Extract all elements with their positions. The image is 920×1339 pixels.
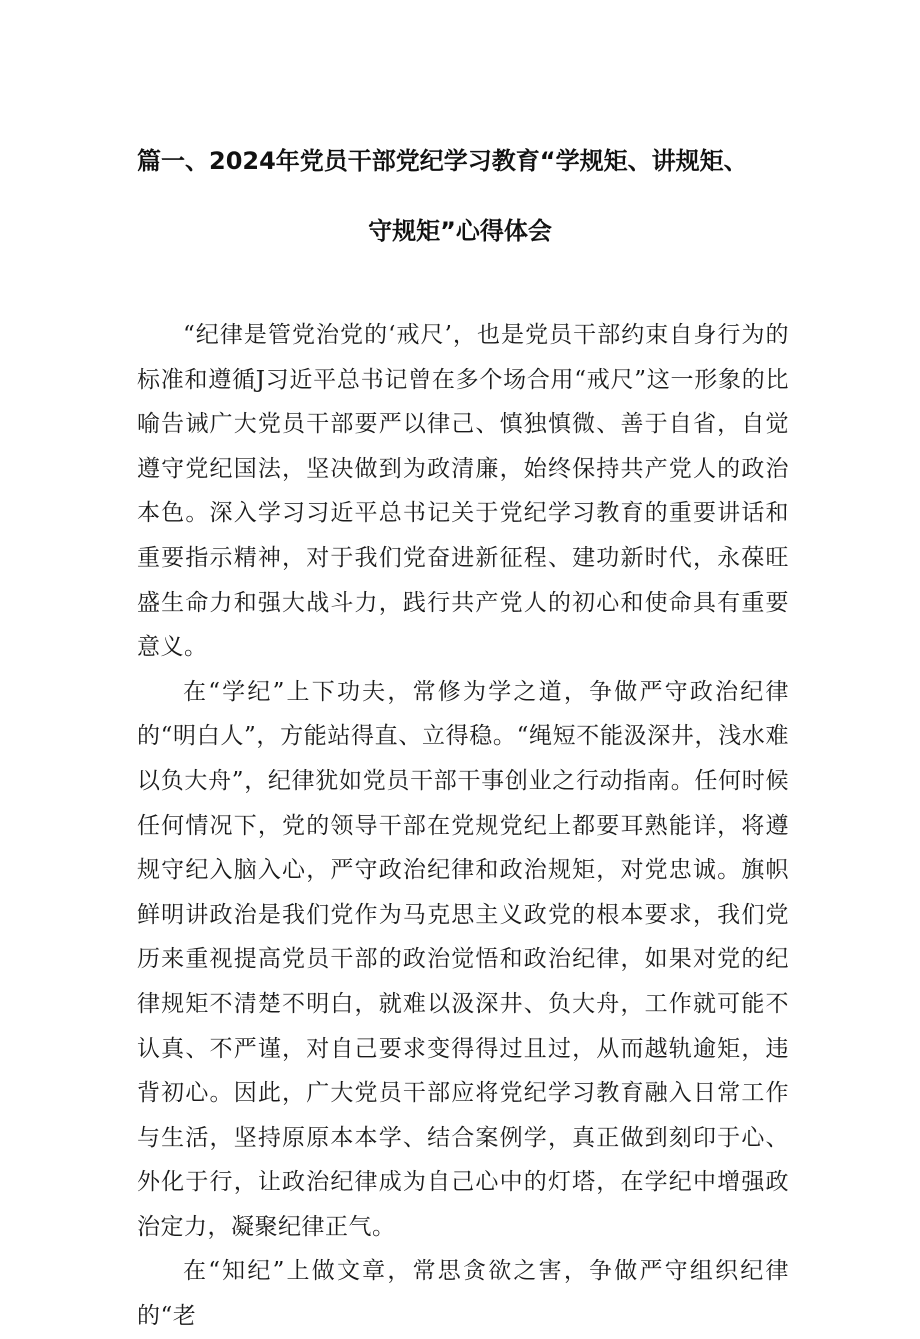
document-title-line-1: 篇一、2024年党员干部党纪学习教育“学规矩、讲规矩、 <box>137 147 748 175</box>
body-paragraph-3: 在“知纪”上做文章，常思贪欲之害，争做严守组织纪律的“老 <box>137 1258 789 1330</box>
document-body <box>137 313 789 1339</box>
document-title-line-2: 守规矩”心得体会 <box>368 217 552 245</box>
body-paragraph-2: 在“学纪”上下功夫，常修为学之道，争做严守政治纪律的“明白人”，方能站得直、立得稳。“绳短不能汲深井，浅水难以负大舟”，纪律犹如党员干部干事创业之行动指南。任何时候任何情况下，党的领导干部在党规党纪上都要耳熟能详，将遵规守纪入脑入心，严守政治纪律和政治规矩，对党忠诚。旗帜鲜明讲政治是我们党作为马克思主义政党的根本要求，我们党历来重视提高党员干部的政治觉悟和政治纪律，如果对党的纪律规矩不清楚不明白，就难以汲深井、负大舟，工作就可能不认真、不严谨，对自己要求变得得过且过，从而越轨逾矩，违背初心。因此，广大党员干部应将党纪学习教育融入日常工作与生活，坚持原原本本学、结合案例学，真正做到刻印于心、外化于行，让政治纪律成为自己心中的灯塔，在学纪中增强政治定力，凝聚纪律正气。 <box>137 678 789 1240</box>
body-paragraph-1: “纪律是管党治党的‘戒尺’，也是党员干部约束自身行为的标准和遵循J习近平总书记曾在多个场合用“戒尺”这一形象的比喻告诫广大党员干部要严以律己、慎独慎微、善于自省，自觉遵守党纪国法，坚决做到为政清廉，始终保持共产党人的政治本色。深入学习习近平总书记关于党纪学习教育的重要讲话和重要指示精神，对于我们党奋进新征程、建功新时代，永葆旺盛生命力和强大战斗力，践行共产党人的初心和使命具有重要意义。 <box>137 322 789 661</box>
